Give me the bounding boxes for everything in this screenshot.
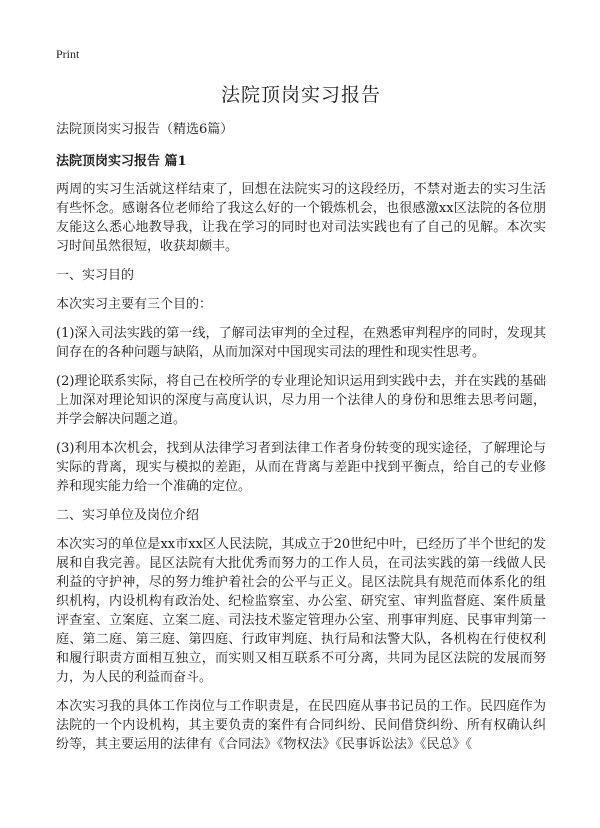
heading-unit-introduction: 二、实习单位及岗位介绍 <box>56 508 200 523</box>
document-subtitle: 法院顶岗实习报告（精选6篇） <box>56 122 234 137</box>
paragraph-unit-description: 本次实习的单位是xx市xx区人民法院，其成立于20世纪中叶，已经历了半个世纪的发展和自我完善。昆区法院有大批优秀而努力的工作人员，在司法实践的第一线做人民利益的守护神，尽的努力维护着社会的公平与正义。昆区法院具有规范而体系化的组织机构，内设机构有政治处、纪检监察室、办公室、研究室、审判监督庭、案件质量评查室、立案庭、立案二庭、司法技术鉴定管理办公室、刑事审判庭、民事审判第一庭、第二庭、第三庭、第四庭、行政审判庭、执行局和法警大队，各机构在行使权利和履行职责方面相互独立，而实则又相互联系不可分离，共同为昆区法院的发展而努力，为人民的利益而奋斗。 <box>56 537 546 685</box>
paragraph-purpose-1: (1)深入司法实践的第一线，了解司法审判的全过程，在熟悉审判程序的同时，发现其间存在的各种问题与缺陷，从而加深对中国现实司法的理性和现实性思考。 <box>56 326 546 360</box>
page-title: 法院顶岗实习报告 <box>220 84 381 106</box>
paragraph-intro: 两周的实习生活就这样结束了，回想在法院实习的这段经历，不禁对逝去的实习生活有些怀念。感谢各位老师给了我这么好的一个锻炼机会，也很感激xx区法院的各位朋友能这么悉心地教导我，让我在学习的同时也对司法实践也有了自己的见解。本次实习时间虽然很短，收获却颇丰。 <box>56 182 546 254</box>
paragraph-position-description: 本次实习我的具体工作岗位与工作职责是，在民四庭从事书记员的工作。民四庭作为法院的一个内设机构，其主要负责的案件有合同纠纷、民间借贷纠纷、所有权确认纠纷等，其主要运用的法律有《合同法》《物权法》《民事诉讼法》《民总》《 <box>56 699 546 752</box>
print-link[interactable]: Print <box>56 47 80 61</box>
paragraph-purpose-2: (2)理论联系实际，将自己在校所学的专业理论知识运用到实践中去，并在实践的基础上加深对理论知识的深度与高度认识，尽力用一个法律人的身份和思维去思考问题，并学会解决问题之道。 <box>56 374 546 427</box>
paragraph-purpose-lead: 本次实习主要有三个目的： <box>56 297 213 312</box>
heading-internship-purpose: 一、实习目的 <box>56 268 135 283</box>
section-heading: 法院顶岗实习报告 篇1 <box>56 154 187 169</box>
paragraph-purpose-3: (3)利用本次机会，找到从法律学习者到法律工作者身份转变的现实途径，了解理论与实际的背离，现实与模拟的差距，从而在背离与差距中找到平衡点，给自己的专业修养和现实能力给一个准确的定位。 <box>56 441 546 494</box>
